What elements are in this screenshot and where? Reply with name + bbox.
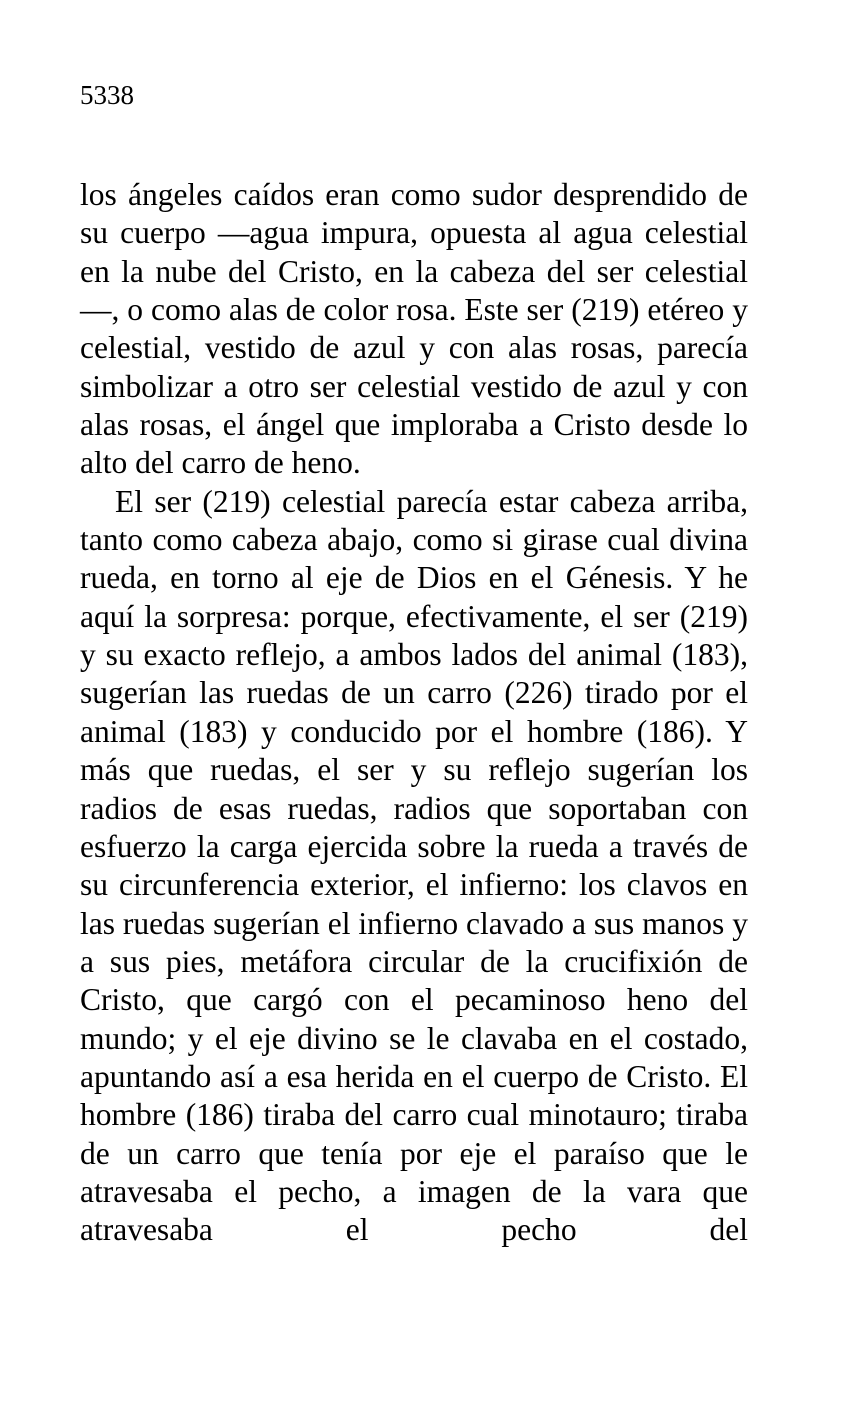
page-number: 5338 <box>80 80 134 110</box>
paragraph-2: El ser (219) celestial parecía estar cabeza arriba, tanto como cabeza abajo, como si girase cual divina rueda, en torno al eje de Dios en el Génesis. Y he aquí la sorpresa: porque, efectivamente, el ser (219) y su exacto reflejo, a ambos lados del animal (183), sugerían las ruedas de un carro (226) tirado por el animal (183) y conducido por el hombre (186). Y más que ruedas, el ser y su reflejo sugerían los radios de esas ruedas, radios que soportaban con esfuerzo la carga ejercida sobre la rueda a través de su circunferencia exterior, el infierno: los clavos en las ruedas sugerían el infierno clavado a sus manos y a sus pies, metáfora circular de la crucifixión de Cristo, que cargó con el pecaminoso heno del mundo; y el eje divino se le clavaba en el costado, apuntando así a esa herida en el cuerpo de Cristo. El hombre (186) tiraba del carro cual minotauro; tiraba de un carro que tenía por eje el paraíso que le atravesaba el pecho, a imagen de la vara que atravesaba el pecho del <box>80 483 748 1248</box>
book-page <box>80 76 748 1250</box>
paragraph-1: los ángeles caídos eran como sudor desprendido de su cuerpo —agua impura, opuesta al agua celestial en la nube del Cristo, en la cabeza del ser celestial—, o como alas de color rosa. Este ser (219) etéreo y celestial, vestido de azul y con alas rosas, parecía simbolizar a otro ser celestial vestido de azul y con alas rosas, el ángel que imploraba a Cristo desde lo alto del carro de heno. <box>80 177 748 481</box>
